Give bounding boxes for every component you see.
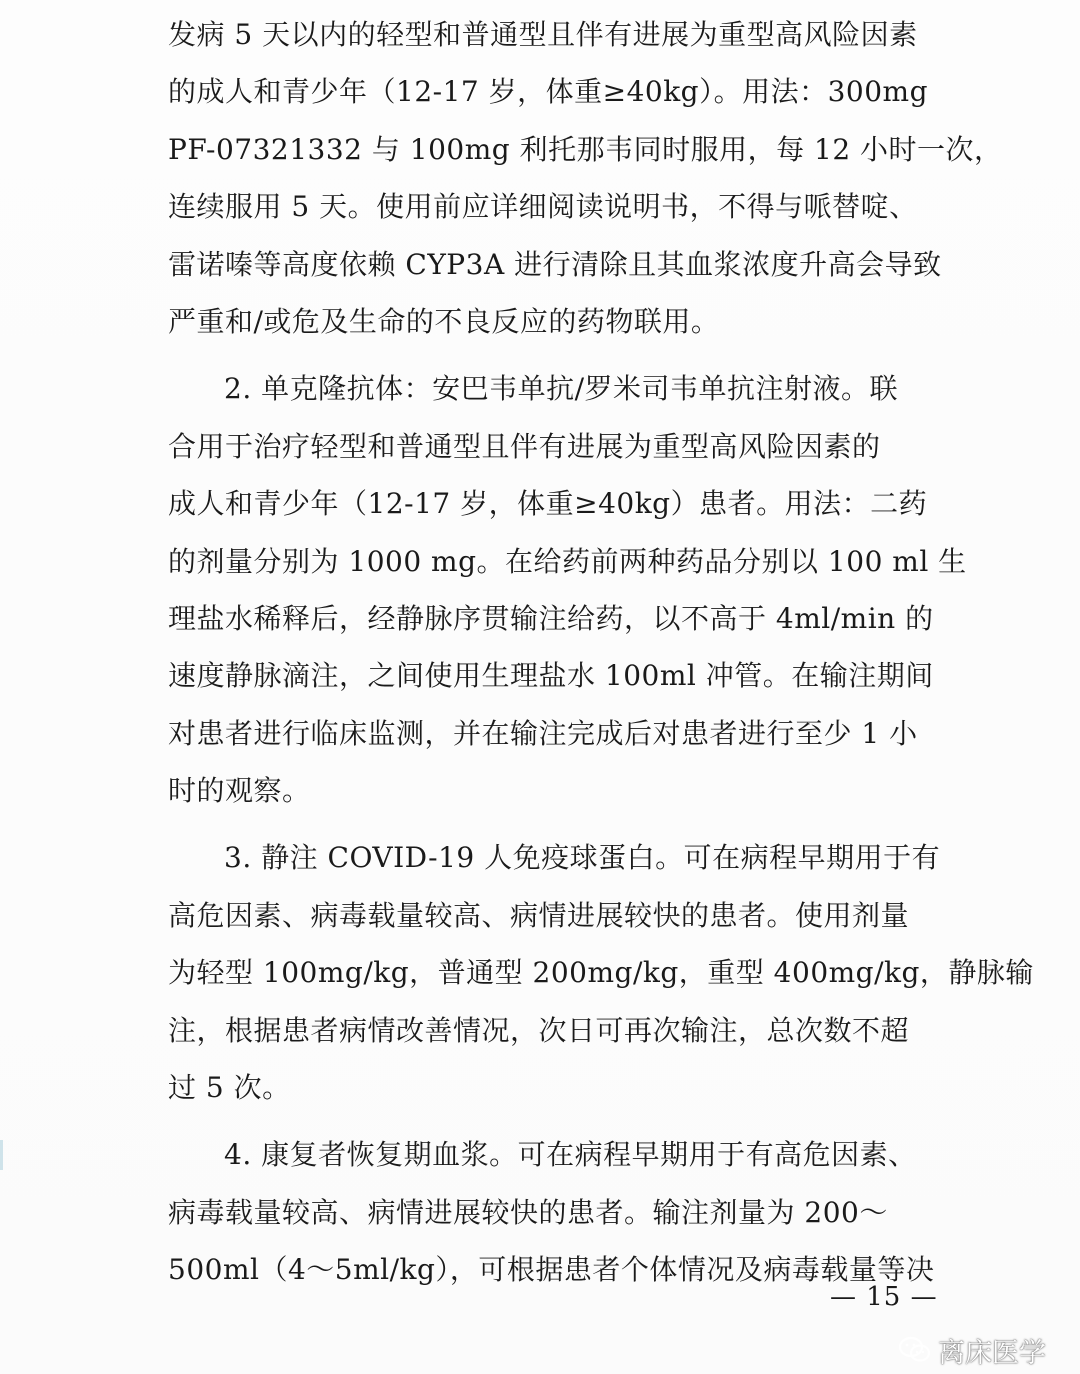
text-line: 4. 康复者恢复期血浆。可在病程早期用于有高危因素、 [224,1138,917,1172]
text-line: 雷诺嗪等高度依赖 CYP3A 进行清除且其血浆浓度升高会导致 [168,247,942,281]
text-line: PF-07321332 与 100mg 利托那韦同时服用，每 12 小时一次， [168,132,1003,166]
document-body [168,6,1034,1299]
text-line: 2. 单克隆抗体：安巴韦单抗/罗米司韦单抗注射液。联 [224,372,899,406]
text-line: 过 5 次。 [168,1071,291,1105]
text-line: 速度静脉滴注，之间使用生理盐水 100ml 冲管。在输注期间 [168,659,934,693]
text-line: 高危因素、病毒载量较高、病情进展较快的患者。使用剂量 [168,898,910,932]
text-line: 500ml（4～5ml/kg），可根据患者个体情况及病毒载量等决 [168,1253,935,1287]
text-line: 3. 静注 COVID-19 人免疫球蛋白。可在病程早期用于有 [224,841,941,875]
text-line: 注，根据患者病情改善情况，次日可再次输注，总次数不超 [168,1013,910,1047]
watermark [898,1334,1046,1369]
wechat-icon [898,1336,932,1364]
text-line: 发病 5 天以内的轻型和普通型且伴有进展为重型高风险因素 [168,18,918,51]
text-line: 成人和青少年（12-17 岁，体重≥40kg）患者。用法：二药 [168,487,928,521]
text-line: 对患者进行临床监测，并在输注完成后对患者进行至少 1 小 [168,716,918,750]
text-line: 的成人和青少年（12-17 岁，体重≥40kg）。用法：300mg [168,75,929,109]
text-line: 理盐水稀释后，经静脉序贯输注给药，以不高于 4ml/min 的 [168,601,934,635]
text-line: 为轻型 100mg/kg，普通型 200mg/kg，重型 400mg/kg，静脉输 [168,956,1034,990]
watermark-text: 离床医学 [938,1337,1046,1369]
scan-edge-mark [0,1140,3,1170]
text-line: 病毒载量较高、病情进展较快的患者。输注剂量为 200～ [168,1195,888,1229]
text-line: 时的观察。 [168,774,311,808]
text-line: 的剂量分别为 1000 mg。在给药前两种药品分别以 100 ml 生 [168,544,967,578]
text-line: 严重和/或危及生命的不良反应的药物联用。 [168,304,720,338]
page-number: — 15 — [830,1282,938,1312]
text-line: 合用于治疗轻型和普通型且伴有进展为重型高风险因素的 [168,429,881,463]
text-line: 连续服用 5 天。使用前应详细阅读说明书，不得与哌替啶、 [168,190,918,224]
